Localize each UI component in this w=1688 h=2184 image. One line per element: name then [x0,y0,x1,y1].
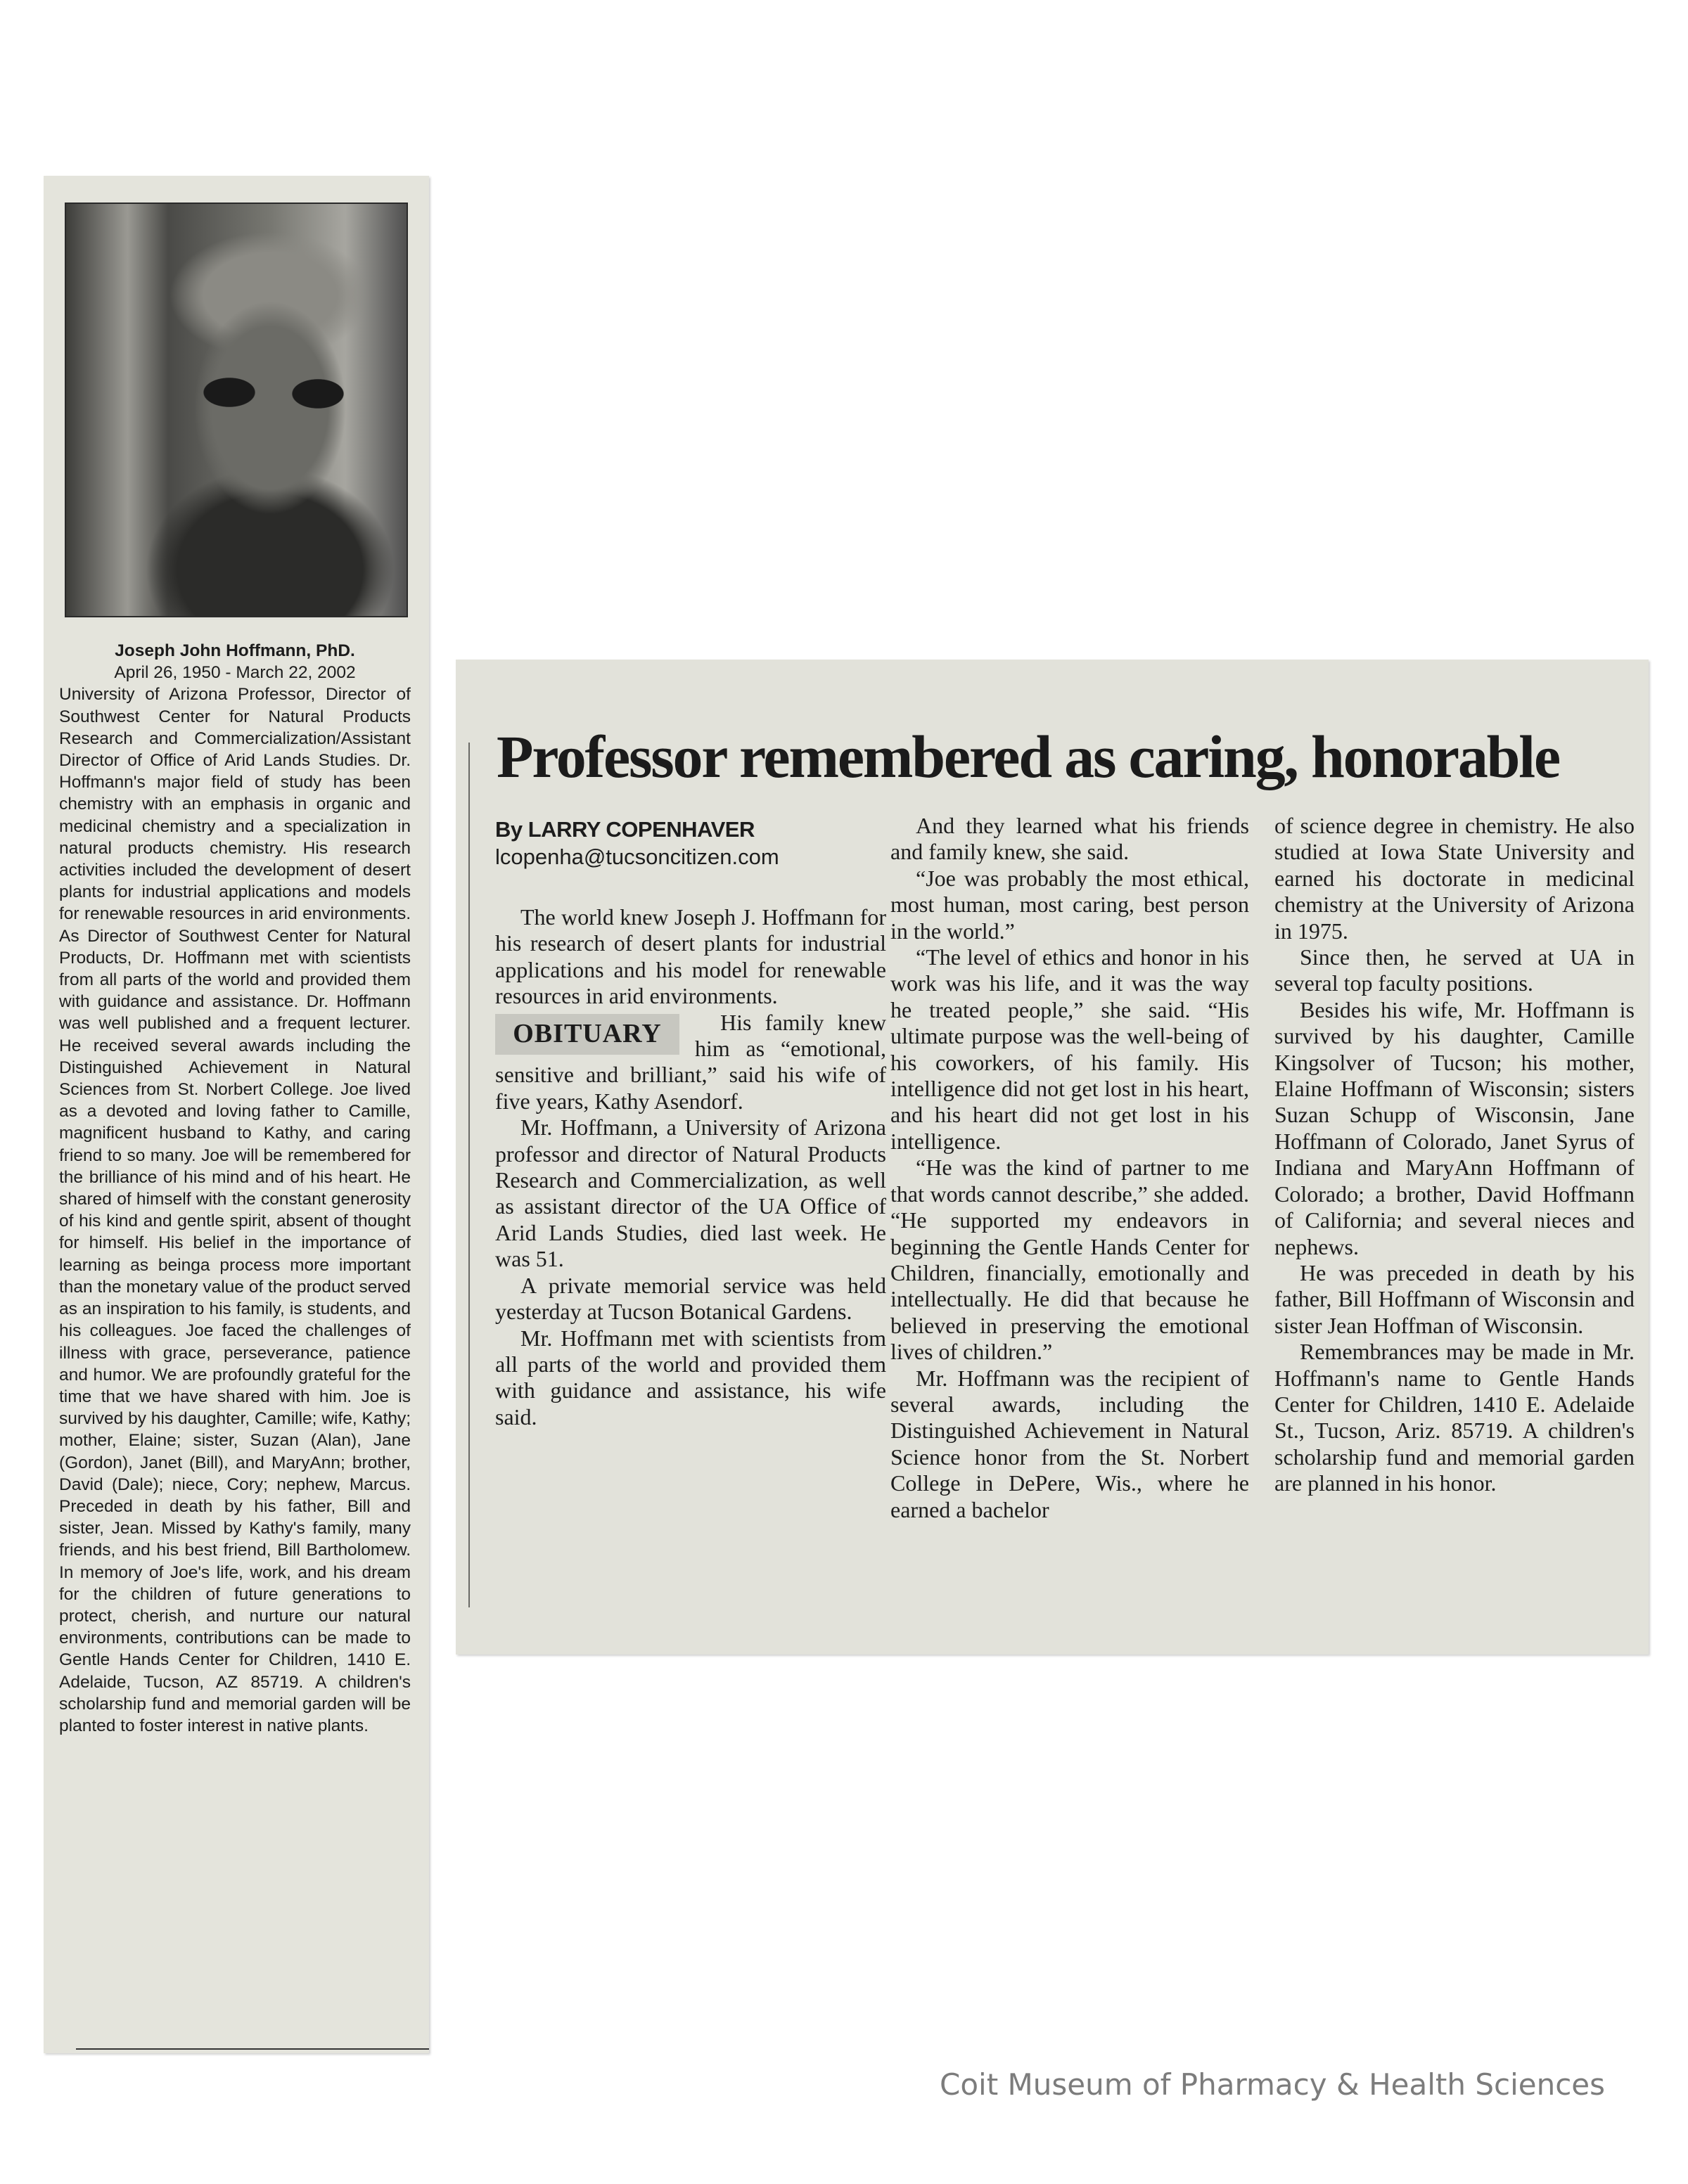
article-paragraph: “The level of ethics and honor in his work was his life, and it was the way he treated people,” she said. “His ultimate purpose was the well-being of his coworkers, of his family. His intelligence did not get lost in his heart, and his heart did not get lost in his intelligence. [890,944,1249,1154]
death-notice-text [59,640,411,1737]
obituary-badge: OBITUARY [495,1014,679,1055]
article-paragraph: Mr. Hoffmann, a University of Arizona professor and director of Natural Products Research and Commercialization, as well as assistant director of the UA Office of Arid Lands Studies, died last week. He was 51. [495,1115,886,1272]
article-column-1 [495,809,886,1430]
article-paragraph: “He was the kind of partner to me that words cannot describe,” she added. “He supported my endeavors in beginning the Gentle Hands Center for Children, financially, emotionally and intellectually. He did that because he believed in preserving the emotional lives of children.” [890,1155,1249,1365]
article-paragraph: A private memorial service was held yesterday at Tucson Botanical Gardens. [495,1272,886,1325]
article-paragraph: Mr. Hoffmann met with scientists from all parts of the world and provided them with guidance and assistance, his wife said. [495,1325,886,1430]
article-paragraph: The world knew Joseph J. Hoffmann for his research of desert plants for industrial applications and his model for renewable resources in arid environments. [495,904,886,1009]
article-paragraph: Besides his wife, Mr. Hoffmann is survived by his daughter, Camille Kingsolver of Tucson; his mother, Elaine Hoffmann of Wisconsin; sisters Suzan Schupp of Wisconsin, Jane Hoffmann of Colorado, Janet Syrus of Indiana and MaryAnn Hoffmann of Colorado; a brother, David Hoffmann of California; and several nieces and nephews. [1274,996,1635,1259]
article-headline: Professor remembered as caring, honorable [497,723,1559,790]
article-paragraph: Since then, he served at UA in several top faculty positions. [1274,944,1635,996]
collection-credit-watermark: Coit Museum of Pharmacy & Health Sciences [940,2067,1606,2102]
article-column-2 [890,813,1249,1523]
article-paragraph: Mr. Hoffmann was the recipient of several awards, including the Distinguished Achievement in Natural Science honor from the St. Norbert College in DePere, Wis., where he earned a bachelor [890,1365,1249,1522]
article-paragraph: of science degree in chemistry. He also studied at Iowa State University and earned his doctorate in medicinal chemistry at the University of Arizona in 1975. [1274,813,1635,944]
notice-bottom-rule [76,2048,429,2050]
article-clipping [456,660,1649,1655]
portrait-photo [65,203,408,617]
article-paragraph: His family knew him as “emotional, sensitive and brilliant,” said his wife of five years, Kathy Asendorf. [495,1009,886,1114]
article-column-3 [1274,813,1635,1497]
article-paragraph: He was preceded in death by his father, Bill Hoffmann of Wisconsin and sister Jean Hoffman of Wisconsin. [1274,1259,1635,1338]
article-paragraph: And they learned what his friends and family knew, she said. [890,813,1249,865]
death-notice-clipping [44,176,429,2053]
notice-dates: April 26, 1950 - March 22, 2002 [114,663,356,683]
article-left-rule [468,743,470,1607]
notice-name: Joseph John Hoffmann, PhD. [115,641,355,660]
article-paragraph: “Joe was probably the most ethical, most human, most caring, best person in the world.” [890,865,1249,944]
notice-body: University of Arizona Professor, Director of Southwest Center for Natural Products Research and Commercialization/Assistant Director of Office of Arid Lands Studies. Dr. Hoffmann's major field of study has been chemistry with an emphasis in organic and medicinal chemistry and a specialization in natural products chemistry. His research activities included the development of desert plants for industrial applications and models for renewable resources in arid environments. As Director of Southwest Center for Natural Products, Dr. Hoffmann met with scientists from all parts of the world and provided them with guidance and assistance. Dr. Hoffmann was well published and a frequent lecturer. He received several awards including the Distinguished Achievement in Natural Sciences from St. Norbert College. Joe lived as a devoted and loving father to Camille, magnificent husband to Kathy, and caring friend to so many. Joe will be remembered for the brilliance of his mind and of his heart. He shared of himself with the constant generosity of his kind and gentle spirit, absent of thought for himself. His belief in the importance of learning as beinga process more important than the monetary value of the product served as an inspiration to his family, is students, and his colleagues. Joe faced the challenges of illness with grace, perseverance, patience and humor. We are profoundly grateful for the time that we have shared with him. Joe is survived by his daughter, Camille; wife, Kathy; mother, Elaine; sister, Suzan (Alan), Jane (Gordon), Janet (Bill), and MaryAnn; brother, David (Dale); niece, Cory; nephew, Marcus. Preceded in death by his father, Bill and sister, Jean. Missed by Kathy's family, many friends, and his best friend, Bill Bartholomew. In memory of Joe's life, work, and his dream for the children of future generations to protect, cherish, and nurture our natural environments, contributions can be made to Gentle Hands Center for Children, 1410 E. Adelaide, Tucson, AZ 85719. A children's scholarship fund and memorial garden will be planted to foster interest in native plants. [59,685,411,1735]
article-byline: By LARRY COPENHAVER [495,817,755,842]
article-paragraph: Remembrances may be made in Mr. Hoffmann's name to Gentle Hands Center for Children, 1410 E. Adelaide St., Tucson, Ariz. 85719. A children's scholarship fund and memorial garden are planned in his honor. [1274,1339,1635,1496]
article-byline-email: lcopenha@tucsoncitizen.com [495,844,779,869]
